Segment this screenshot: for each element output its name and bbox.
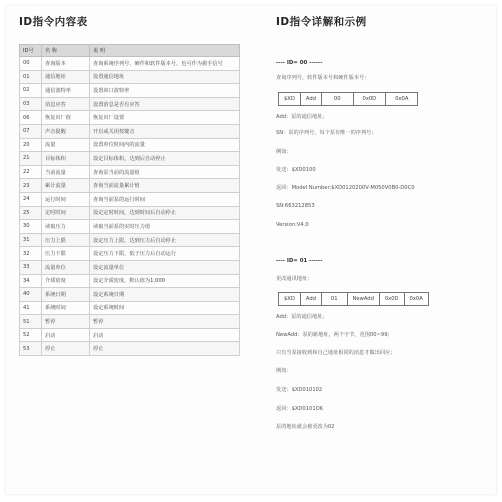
- id00-sn: SN:66321285​3: [276, 203, 315, 209]
- row-name: 系统日期: [42, 288, 90, 302]
- table-row: [20, 288, 240, 302]
- row-name: 读取压力: [42, 220, 90, 234]
- row-desc: 查询当前流量累计值: [90, 179, 240, 193]
- table-row: [20, 206, 240, 220]
- row-id: 41: [20, 301, 42, 315]
- id00-return: 返回：Model Number:$XD0120200V-M050V0B0-D0C0: [276, 185, 415, 191]
- id01-only-note: 只有当泵接收到和自己地址相同的消息才做出回应；: [276, 350, 396, 356]
- row-name: 累计流量: [42, 179, 90, 193]
- id01-return: 返回：$XD0101OK: [276, 406, 324, 412]
- row-name: 当前流量: [42, 165, 90, 179]
- table-header-row: [20, 45, 240, 57]
- table-row: [20, 192, 240, 206]
- row-id: 03: [20, 97, 42, 111]
- row-id: 40: [20, 288, 42, 302]
- row-id: 33: [20, 260, 42, 274]
- id00-version: Version:V4.0: [276, 222, 309, 228]
- row-name: 恢复出厂值: [42, 111, 90, 125]
- id00-example-label: 例如：: [276, 149, 292, 155]
- table-row: [20, 152, 240, 166]
- row-name: 目标体积: [42, 152, 90, 166]
- id00-desc: 查询序列号，软件版本号和硬件版本号：: [276, 75, 370, 81]
- row-name: 通信地址: [42, 70, 90, 84]
- table-row: [20, 233, 240, 247]
- row-desc: 查询当前泵的运行时间: [90, 192, 240, 206]
- row-desc: 启动: [90, 328, 240, 342]
- row-name: 压力上限: [42, 233, 90, 247]
- id01-send: 发送：$XD010102: [276, 387, 323, 393]
- id01-desc: 更改通讯地址：: [276, 276, 313, 282]
- row-desc: 设置串口波特率: [90, 84, 240, 98]
- row-desc: 设定压力下限，低于压力后自动运行: [90, 247, 240, 261]
- table-row: [20, 70, 240, 84]
- row-id: 32: [20, 247, 42, 261]
- right-section-title: ID指令详解和示例: [276, 16, 367, 28]
- id00-cell: 00: [321, 93, 353, 106]
- row-id: 21: [20, 152, 42, 166]
- id01-cell: NewAdd: [347, 293, 379, 306]
- row-desc: 设置消息是否有应答: [90, 97, 240, 111]
- row-desc: 设定压力上限，达到压力后自动停止: [90, 233, 240, 247]
- table-row: [20, 124, 240, 138]
- table-row: [20, 165, 240, 179]
- row-id: 52: [20, 328, 42, 342]
- table-row: [20, 342, 240, 356]
- row-id: 24: [20, 192, 42, 206]
- row-id: 01: [20, 70, 42, 84]
- row-id: 22: [20, 165, 42, 179]
- row-name: 声音提醒: [42, 124, 90, 138]
- id00-add-note: Add：泵的通信地址；: [276, 114, 328, 120]
- table-row: [20, 247, 240, 261]
- row-desc: 查询泵当前的流量值: [90, 165, 240, 179]
- table-row: [20, 328, 240, 342]
- row-id: 00: [20, 57, 42, 71]
- row-name: 流量单位: [42, 260, 90, 274]
- table-row: [20, 315, 240, 329]
- row-desc: 设定目标体积，达到后自动停止: [90, 152, 240, 166]
- row-id: 51: [20, 315, 42, 329]
- row-name: 消息应答: [42, 97, 90, 111]
- row-desc: 设置通信地址: [90, 70, 240, 84]
- row-name: 暂停: [42, 315, 90, 329]
- row-desc: 读取当前泵的实时压力值: [90, 220, 240, 234]
- row-name: 停止: [42, 342, 90, 356]
- row-id: 07: [20, 124, 42, 138]
- row-name: 系统时间: [42, 301, 90, 315]
- command-table: [19, 44, 240, 356]
- row-id: 02: [20, 84, 42, 98]
- row-id: 06: [20, 111, 42, 125]
- row-id: 25: [20, 206, 42, 220]
- row-id: 31: [20, 233, 42, 247]
- id00-cell: Add: [300, 93, 321, 106]
- row-desc: 查询系统序列号，硬件和软件版本号，也可作为握手信号: [90, 57, 240, 71]
- id01-title: ---- ID= 01 ------: [276, 258, 323, 264]
- row-name: 运行时间: [42, 192, 90, 206]
- id01-frame-table: [278, 292, 429, 306]
- table-row: [20, 274, 240, 288]
- id01-cell: Add: [300, 293, 321, 306]
- header-desc: 说 明: [90, 45, 240, 57]
- id00-cell: $XD: [279, 93, 301, 106]
- row-name: 定时时间: [42, 206, 90, 220]
- table-row: [20, 97, 240, 111]
- table-row: [20, 260, 240, 274]
- row-id: 34: [20, 274, 42, 288]
- row-desc: 设置单位时间内的流量: [90, 138, 240, 152]
- row-desc: 设定流量单位: [90, 260, 240, 274]
- row-id: 30: [20, 220, 42, 234]
- id00-sn-note: SN：泵的序列号，每个泵有唯一的序列号；: [276, 130, 377, 136]
- id01-cell: $XD: [279, 293, 301, 306]
- row-desc: 设定介质密度，默认值为1.000: [90, 274, 240, 288]
- row-desc: 恢复出厂设置: [90, 111, 240, 125]
- row-name: 查询版本: [42, 57, 90, 71]
- id00-title: ---- ID= 00 ------: [276, 60, 323, 66]
- left-section-title: ID指令内容表: [19, 16, 88, 28]
- table-row: [20, 301, 240, 315]
- id01-example-label: 例如：: [276, 368, 292, 374]
- table-row: [20, 57, 240, 71]
- table-row: [20, 84, 240, 98]
- header-name: 名 称: [42, 45, 90, 57]
- row-name: 通信波特率: [42, 84, 90, 98]
- table-row: [20, 220, 240, 234]
- row-desc: 开启或关闭按键音: [90, 124, 240, 138]
- id01-cell: 01: [321, 293, 347, 306]
- row-name: 启动: [42, 328, 90, 342]
- table-row: [20, 179, 240, 193]
- row-name: 压力下限: [42, 247, 90, 261]
- table-row: [20, 111, 240, 125]
- row-name: 介质密度: [42, 274, 90, 288]
- row-name: 流量: [42, 138, 90, 152]
- row-desc: 设定系统日期: [90, 288, 240, 302]
- row-id: 23: [20, 179, 42, 193]
- table-row: [20, 138, 240, 152]
- row-desc: 停止: [90, 342, 240, 356]
- id00-frame-table: [278, 92, 418, 106]
- id00-cell: 0x0A: [386, 93, 418, 106]
- row-id: 20: [20, 138, 42, 152]
- row-desc: 设定定时时间，达到时间后自动停止: [90, 206, 240, 220]
- header-id: ID号: [20, 45, 42, 57]
- id00-cell: 0x0D: [353, 93, 386, 106]
- id01-add-note: Add：泵的通信地址；: [276, 314, 328, 320]
- id01-cell: 0x0D: [379, 293, 404, 306]
- row-id: 53: [20, 342, 42, 356]
- id01-cell: 0x0A: [404, 293, 428, 306]
- id01-newadd-note: NewAdd：泵的新地址，两个字节，范围00~99；: [276, 332, 393, 338]
- row-desc: 暂停: [90, 315, 240, 329]
- id01-result: 泵的地址就会被更改为02: [276, 424, 335, 430]
- id00-send: 发送：$XD0100: [276, 167, 316, 173]
- row-desc: 设定系统时间: [90, 301, 240, 315]
